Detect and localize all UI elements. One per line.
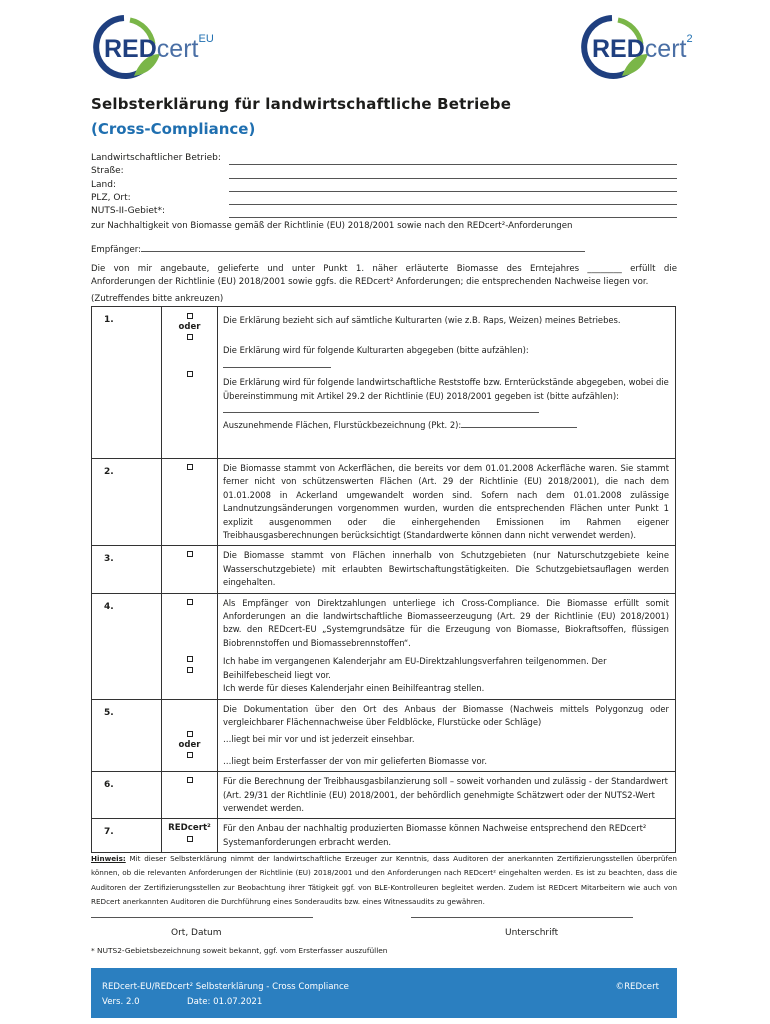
- para1-line2: Anforderungen der Richtlinie (EU) 2018/2001 sowie ggfs. die REDcert² Anforderungen; die entsprechenden Nachweise liegen vor.: [91, 277, 649, 287]
- oder-label: oder: [178, 322, 201, 332]
- footer-document-name: REDcert-EU/REDcert² Selbsterklärung - Cross Compliance: [102, 982, 349, 992]
- checkbox-1b[interactable]: [187, 334, 193, 340]
- auszunehmende-flaechen-label: Auszunehmende Flächen, Flurstückbezeichnung (Pkt. 2):: [223, 420, 462, 431]
- checkbox-cell: [162, 699, 218, 772]
- intro-text: zur Nachhaltigkeit von Biomasse gemäß der Richtlinie (EU) 2018/2001 sowie nach den REDcert²-Anforderungen: [91, 221, 573, 231]
- table-row: [92, 699, 676, 772]
- page-subtitle: (Cross-Compliance): [91, 120, 256, 138]
- option-4a-text: Als Empfänger von Direktzahlungen unterliege ich Cross-Compliance. Die Biomasse erfüllt somit Anforderungen an die landwirtschaftliche Biomasseerzeugung (Art. 29 der Richtlinie (EU) 2018/2001) bzw. den REDcert-EU „Systemgrundsätze für die Erzeugung von Biomasse, Biokraftsoffen, flüssigen Biobrennstoffen und Biomassebrennstoffen“.: [223, 597, 669, 648]
- place-date-field[interactable]: [91, 917, 313, 918]
- hint-text: Mit dieser Selbsterklärung nimmt der landwirtschaftliche Erzeuger zur Kenntnis, dass Auditoren der anerkannten Zertifizierungsstellen überprüfen können, ob die relevanten Anforderungen der Richtlinie (EU) 2018/2001 und den Anforderungen nach REDcert² eingehalten werden. Es ist zu beachten, dass die Auditoren der Zertifizierungsstellen zur Beobachtung ihrer Tätigkeit ggf. von BLE-Kontrolleuren begleitet werden. Zudem ist REDcert Mitarbeitern wie auch von REDcert anerkannten Auditoren die Durchführung eines Sonderaudits bzw. eines Witnessaudits zu gewähren.: [91, 854, 677, 907]
- footer-date: Date: 01.07.2021: [187, 997, 263, 1007]
- page-title: Selbsterklärung für landwirtschaftliche Betriebe: [91, 95, 512, 113]
- table-row: [92, 459, 676, 546]
- row-number: 7.: [92, 819, 162, 853]
- hint-label: Hinweis:: [91, 854, 126, 863]
- option-5-intro: Die Dokumentation über den Ort des Anbaus der Biomasse (Nachweis mittels Polygonzug oder vergleichbarer Flächennachweise über Feldblöcke, Flurstücke oder Schläge): [223, 703, 669, 727]
- strasse-field[interactable]: [229, 165, 677, 178]
- option-5b-text: …liegt beim Ersterfasser der von mir gelieferten Biomasse vor.: [223, 755, 487, 766]
- flaechen-field[interactable]: [461, 419, 577, 428]
- checkbox-cell: [162, 459, 218, 546]
- select-note: (Zutreffendes bitte ankreuzen): [91, 294, 224, 304]
- checkbox-4a[interactable]: [187, 599, 193, 605]
- signature-block-place-date: [91, 917, 313, 938]
- checkbox-7[interactable]: [187, 836, 193, 842]
- declaration-table: [91, 306, 676, 853]
- plz-ort-field[interactable]: [229, 192, 677, 205]
- redcert2-label: REDcert²: [168, 823, 211, 834]
- option-1b-text: Die Erklärung wird für folgende Kulturarten abgegeben (bitte aufzählen):: [223, 345, 529, 356]
- table-row: [92, 546, 676, 593]
- row-number: 6.: [92, 772, 162, 819]
- field-label-plz-ort: PLZ, Ort:: [91, 192, 131, 203]
- para1-line1: Die von mir angebaute, gelieferte und unter Punkt 1. näher erläuterte Biomasse des Erntejahres ________ erfüllt die: [91, 264, 677, 274]
- checkbox-5b[interactable]: [187, 752, 193, 758]
- checkbox-4c[interactable]: [187, 667, 193, 673]
- signature-block-signature: [411, 917, 633, 938]
- option-4b-text: Ich habe im vergangenen Kalenderjahr am EU-Direktzahlungsverfahren teilgenommen. Der Beihilfebescheid liegt vor.: [223, 656, 607, 680]
- kulturarten-field[interactable]: [223, 358, 331, 368]
- redcert2-wordmark: REDcert$^2$: [592, 32, 693, 63]
- checkbox-5a[interactable]: [187, 731, 193, 737]
- recipient-row: [91, 243, 585, 258]
- row-description: Die Biomasse stammt von Flächen innerhalb von Schutzgebieten (nur Naturschutzgebiete keine Wasserschutzgebiete) mit erlaubten Bewirtschaftungstätigkeiten. Die Schutzgebietsauflagen werden eingehalten.: [218, 546, 676, 593]
- checkbox-4b[interactable]: [187, 656, 193, 662]
- address-field-labels: [91, 152, 221, 218]
- row-number: 2.: [92, 459, 162, 546]
- table-row: [92, 593, 676, 699]
- auszunehmende-flaechen-row: [223, 419, 669, 432]
- redcert-eu-wordmark: REDcert$^{EU}$: [104, 32, 214, 63]
- page-footer: [91, 968, 677, 1018]
- checkbox-6[interactable]: [187, 777, 193, 783]
- recipient-label: Empfänger:: [91, 245, 142, 255]
- hint-paragraph: [91, 852, 677, 910]
- field-label-nuts: NUTS-II-Gebiet*:: [91, 206, 165, 217]
- row-description: Die Biomasse stammt von Ackerflächen, die bereits vor dem 01.01.2008 Ackerfläche waren. Sie stammt ferner nicht von schützenswerten Flächen (Art. 29 der Richtlinie (EU) 2018/2001), die nach dem 01.01.2008 in Ackerland umgewandelt worden sind. Sofern nach dem 01.01.2008 zulässige Landnutzungsänderungen vorgenommen wurden, wurden die entsprechenden Flächen unter Punkt 1 explizit ausgenommen oder die einhergehenden Emissionen im Rahmen eigener Treibhausgasberechnungen berücksichtigt (Standardwerte können dann nicht verwendet werden).: [218, 459, 676, 546]
- table-row: [92, 772, 676, 819]
- checkbox-cell: [162, 546, 218, 593]
- betrieb-field[interactable]: [229, 152, 677, 165]
- option-5a-text: …liegt bei mir vor und ist jederzeit einsehbar.: [223, 734, 415, 745]
- option-1c-text: Die Erklärung wird für folgende landwirtschaftliche Reststoffe bzw. Ernterückstände abgegeben, wobei die Übereinstimmung mit Artikel 29.2 der Richtlinie (EU) 2018/2001 gegeben ist (bitte aufzählen):: [223, 377, 669, 401]
- logo-redcert-eu: [90, 14, 214, 80]
- footer-version: Vers. 2.0: [102, 997, 140, 1007]
- checkbox-1c[interactable]: [187, 371, 193, 377]
- row-description: [218, 307, 676, 459]
- field-label-betrieb: Landwirtschaftlicher Betrieb:: [91, 153, 221, 163]
- oder-label: oder: [178, 739, 201, 750]
- signature-label: Unterschrift: [505, 928, 559, 938]
- row-description: Für die Berechnung der Treibhausgasbilanzierung soll – soweit vorhanden und zulässig - der Standardwert (Art. 29/31 der Richtlinie (EU) 2018/2001, der behördlich genehmigte Schätzwert oder der NUTS2-Wert verwendet werden.: [218, 772, 676, 819]
- option-1a-text: Die Erklärung bezieht sich auf sämtliche Kulturarten (wie z.B. Raps, Weizen) meines Betriebes.: [223, 315, 621, 325]
- checkbox-cell: [162, 307, 218, 459]
- row-number: 1.: [92, 307, 162, 459]
- reststoffe-field[interactable]: [223, 403, 539, 413]
- signature-field[interactable]: [411, 917, 633, 918]
- land-field[interactable]: [229, 179, 677, 192]
- nuts-field[interactable]: [229, 205, 677, 218]
- row-description: [218, 593, 676, 699]
- checkbox-3[interactable]: [187, 551, 193, 557]
- checkbox-1a[interactable]: [187, 313, 193, 319]
- footer-copyright: ©REDcert: [615, 982, 659, 992]
- row-number: 5.: [92, 699, 162, 772]
- row-number: 4.: [92, 593, 162, 699]
- checkbox-2[interactable]: [187, 464, 193, 470]
- row-number: 3.: [92, 546, 162, 593]
- row-description: Für den Anbau der nachhaltig produzierten Biomasse können Nachweise entsprechend den REDcert² Systemanforderungen erbracht werden.: [218, 819, 676, 853]
- place-date-label: Ort, Datum: [171, 928, 222, 938]
- checkbox-cell: [162, 593, 218, 699]
- field-label-strasse: Straße:: [91, 166, 124, 177]
- row-description: [218, 699, 676, 772]
- checkbox-cell: [162, 819, 218, 853]
- field-label-land: Land:: [91, 179, 116, 190]
- address-field-inputs: [229, 152, 677, 218]
- footnote: * NUTS2-Gebietsbezeichnung soweit bekannt, ggf. vom Ersterfasser auszufüllen: [91, 946, 388, 955]
- table-row: [92, 819, 676, 853]
- checkbox-cell: [162, 772, 218, 819]
- recipient-field[interactable]: [141, 243, 585, 252]
- table-row: [92, 307, 676, 459]
- option-4c-text: Ich werde für dieses Kalenderjahr einen Beihilfeantrag stellen.: [223, 683, 485, 694]
- logo-redcert2: [578, 14, 693, 80]
